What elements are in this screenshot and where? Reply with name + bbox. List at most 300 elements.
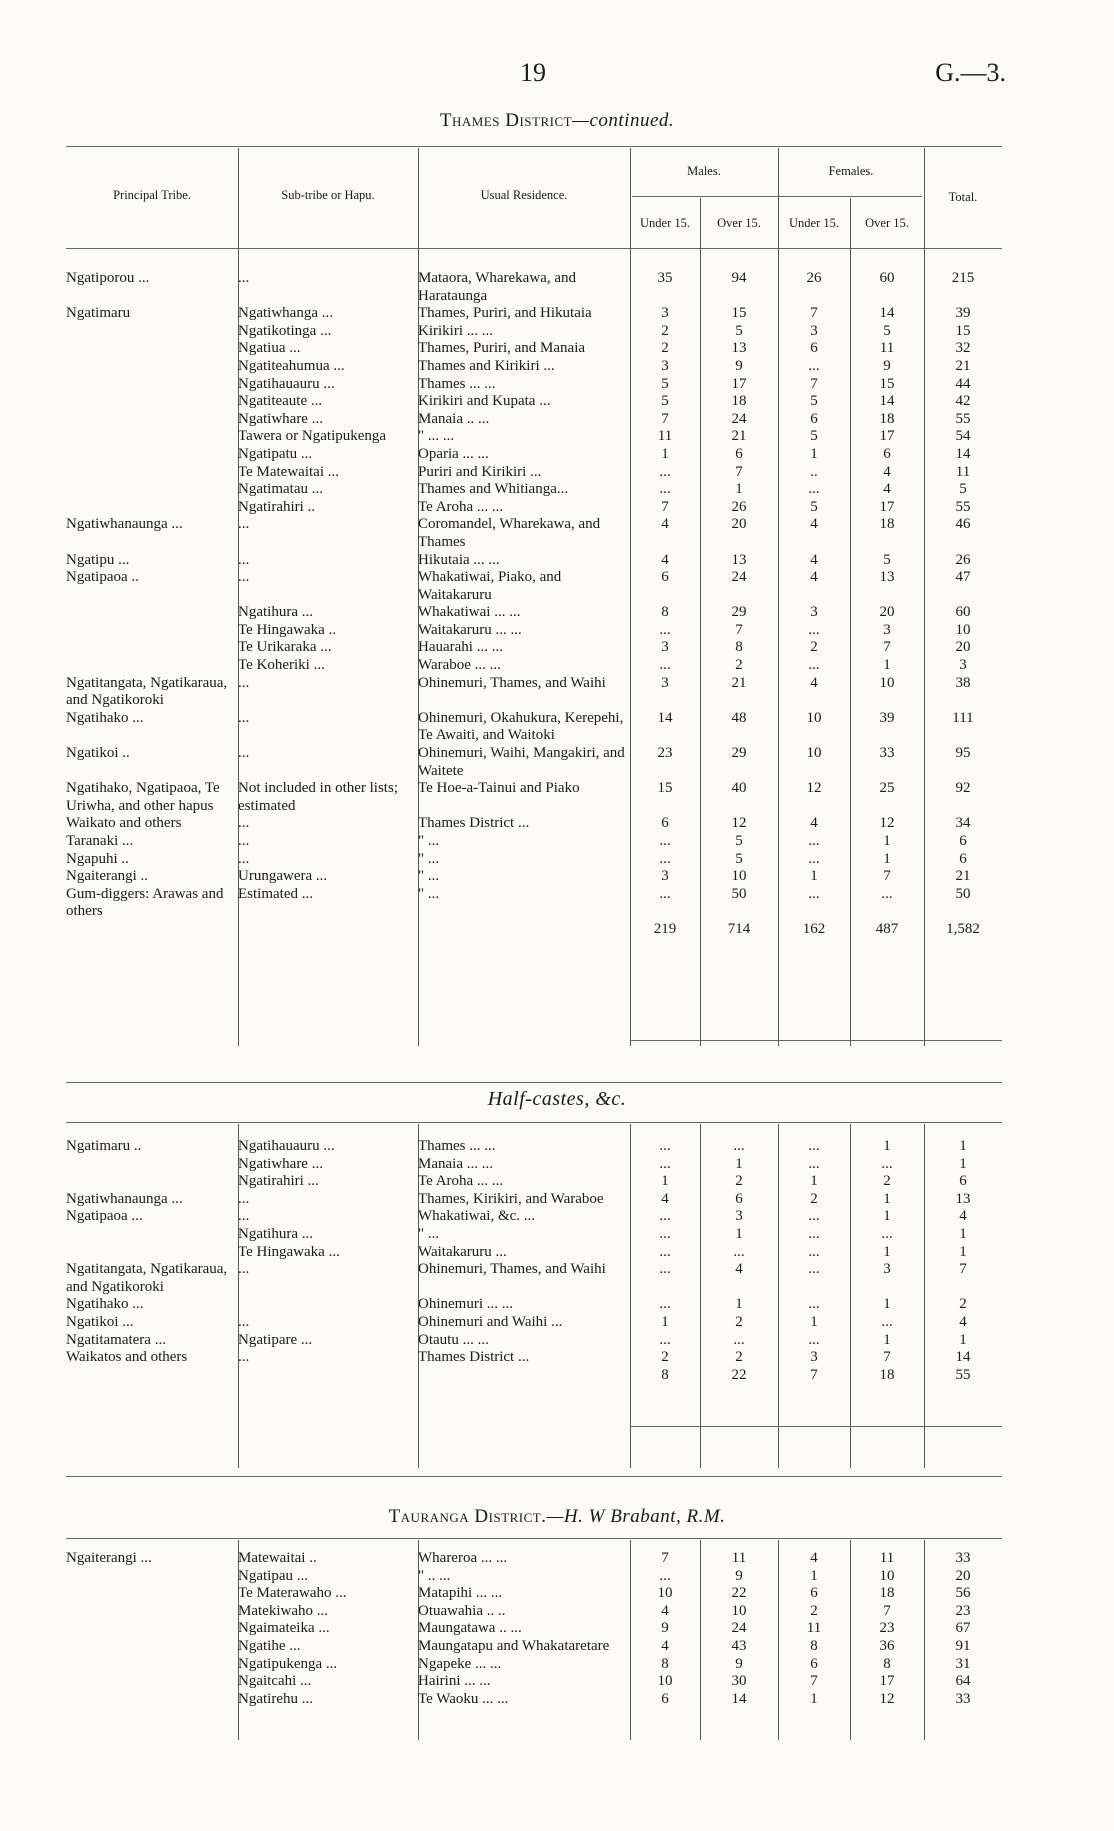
cell-mo: 1 [735, 481, 743, 498]
cell-sub: Ngatiwhanga ... [238, 305, 333, 322]
total-mu: 8 [661, 1366, 669, 1383]
table-row [66, 1261, 1002, 1296]
cell-mo: 5 [735, 833, 743, 849]
cell-sub: ... [238, 850, 250, 867]
table-row [66, 675, 1002, 710]
cell-t: 60 [955, 604, 971, 621]
cell-fo: ... [881, 1155, 893, 1172]
table-row [66, 1314, 1002, 1332]
cell-fu: 10 [806, 709, 822, 726]
table-row [66, 1191, 1002, 1209]
cell-sub: ... [238, 745, 250, 762]
tauranga-top-rule [66, 1476, 1002, 1477]
cell-mo: 11 [731, 1550, 747, 1566]
cell-mo: 26 [731, 498, 747, 515]
tauranga-title-rm: —H. W Brabant, R.M. [546, 1506, 726, 1527]
cell-res: Thames ... ... [418, 1138, 496, 1154]
cell-mo: 15 [731, 305, 747, 322]
cell-mu: 1 [661, 445, 669, 462]
cell-t: 7 [959, 1261, 967, 1278]
cell-fu: ... [808, 833, 820, 849]
cell-fo: 9 [883, 357, 891, 374]
cell-mu: ... [659, 657, 671, 674]
cell-fo: 7 [883, 1602, 891, 1619]
cell-mo: 6 [735, 445, 743, 462]
table-row [66, 376, 1002, 394]
halfcaste-top-rule [66, 1082, 1002, 1083]
cell-fu: 12 [806, 780, 822, 797]
cell-res: Waraboe ... ... [418, 657, 501, 674]
table-row [66, 516, 1002, 551]
cell-sub: Te Koheriki ... [238, 657, 325, 674]
cell-tribe: Ngatitamatera ... [66, 1331, 166, 1348]
cell-fo: 13 [879, 569, 895, 586]
cell-mu: ... [659, 1208, 671, 1225]
cell-sub: ... [238, 551, 250, 568]
cell-mo: 94 [731, 270, 747, 286]
cell-t: 21 [955, 868, 971, 885]
tauranga-title-main: Tauranga District. [388, 1506, 547, 1527]
cell-sub: Te Urikaraka ... [238, 639, 332, 656]
cell-mo: 1 [735, 1296, 743, 1313]
cell-fo: 20 [879, 604, 895, 621]
cell-fo: 14 [879, 393, 895, 410]
cell-sub: Ngatihura ... [238, 1225, 313, 1242]
cell-tribe: Ngatipaoa ... [66, 1208, 143, 1225]
cell-t: 4 [959, 1313, 967, 1330]
cell-t: 26 [955, 551, 971, 568]
totals-row [66, 1367, 1002, 1385]
cell-fu: 4 [810, 551, 818, 568]
table-row [66, 1156, 1002, 1174]
cell-mu: 3 [661, 674, 669, 691]
cell-mo: 7 [735, 621, 743, 638]
cell-t: 5 [959, 481, 967, 498]
empty-cell [238, 921, 418, 939]
cell-fu: 3 [810, 322, 818, 339]
cell-tribe: Gum-diggers: Arawas and others [66, 885, 224, 920]
cell-mu: 15 [657, 780, 673, 797]
cell-sub: Ngatiua ... [238, 340, 301, 357]
cell-mu: ... [659, 1138, 671, 1154]
cell-fo: ... [881, 1225, 893, 1242]
cell-res: Coromandel, Wharekawa, and Thames [418, 516, 601, 550]
cell-fu: 2 [810, 1190, 818, 1207]
cell-mo: 12 [731, 815, 747, 832]
table-row [66, 780, 1002, 815]
table-row [66, 499, 1002, 517]
cell-res: Ohinemuri, Thames, and Waihi [418, 1261, 606, 1278]
cell-fo: 17 [879, 428, 895, 445]
cell-fu: 1 [810, 1313, 818, 1330]
table-row [66, 1638, 1002, 1656]
col-header-residence: Usual Residence. [480, 188, 568, 202]
total-t: 55 [955, 1366, 971, 1383]
col-header-subtribe: Sub-tribe or Hapu. [281, 188, 375, 202]
cell-fu: 5 [810, 393, 818, 410]
cell-sub: ... [238, 569, 250, 586]
cell-t: 95 [955, 745, 971, 762]
cell-fu: ... [808, 1261, 820, 1278]
cell-fo: 1 [883, 833, 891, 849]
cell-tribe [66, 622, 238, 640]
cell-tribe [66, 428, 238, 446]
cell-sub: ... [238, 1261, 250, 1278]
cell-sub: Estimated ... [238, 885, 313, 902]
table-row [66, 393, 1002, 411]
cell-mu: 3 [661, 639, 669, 656]
cell-fu: ... [808, 1225, 820, 1242]
cell-tribe: Ngatihako, Ngatipaoa, Te Uriwha, and other hapus [66, 780, 220, 814]
cell-mo: 13 [731, 551, 747, 568]
table-row [66, 622, 1002, 640]
thames-table [66, 270, 1002, 939]
cell-sub: ... [238, 516, 250, 533]
table-row [66, 481, 1002, 499]
empty-cell [238, 1367, 418, 1385]
cell-res: Te Aroha ... ... [418, 498, 504, 515]
cell-mu: 1 [661, 1173, 669, 1190]
cell-res: Otautu ... ... [418, 1331, 489, 1348]
cell-mo: 2 [735, 1349, 743, 1366]
cell-fo: 15 [879, 375, 895, 392]
cell-tribe [66, 1620, 238, 1638]
cell-mu: ... [659, 621, 671, 638]
cell-t: 14 [955, 1349, 971, 1366]
cell-sub: Ngatipau ... [238, 1567, 308, 1584]
cell-t: 56 [955, 1585, 971, 1602]
cell-mo: 24 [731, 410, 747, 427]
cell-mo: ... [733, 1331, 745, 1348]
table-row [66, 1244, 1002, 1262]
cell-res: Kirikiri ... ... [418, 322, 493, 339]
cell-res: Te Hoe-a-Tainui and Piako [418, 780, 580, 797]
cell-sub: Ngatipare ... [238, 1331, 313, 1348]
cell-fo: 8 [883, 1655, 891, 1672]
cell-fu: ... [808, 621, 820, 638]
cell-sub: Ngaitcahi ... [238, 1673, 312, 1690]
cell-t: 6 [959, 850, 967, 867]
cell-tribe: Ngatipaoa .. [66, 569, 139, 586]
cell-fu: 1 [810, 445, 818, 462]
cell-res: Thames ... ... [418, 375, 496, 392]
cell-t: 1 [959, 1331, 967, 1348]
cell-mu: ... [659, 1225, 671, 1242]
thames-table-body [66, 270, 1002, 939]
cell-tribe: Ngaiterangi ... [66, 1550, 152, 1566]
cell-res: Thames and Kirikiri ... [418, 357, 555, 374]
table-row [66, 1585, 1002, 1603]
tauranga-title [0, 1506, 1114, 1528]
cell-mo: 3 [735, 1208, 743, 1225]
cell-res: " ... [418, 833, 440, 849]
cell-mu: 6 [661, 1690, 669, 1707]
thames-total-rule [630, 1040, 1002, 1041]
cell-fu: 7 [810, 375, 818, 392]
cell-mo: 6 [735, 1190, 743, 1207]
cell-fo: 39 [879, 709, 895, 726]
cell-fo: 5 [883, 551, 891, 568]
cell-mu: ... [659, 1155, 671, 1172]
tauranga-table [66, 1550, 1002, 1708]
table-row [66, 1349, 1002, 1367]
cell-mu: ... [659, 1331, 671, 1348]
cell-fu: ... [808, 357, 820, 374]
cell-fo: 5 [883, 322, 891, 339]
table-row [66, 569, 1002, 604]
halfcaste-total-rule [630, 1426, 1002, 1427]
cell-sub: ... [238, 674, 250, 691]
cell-mu: 8 [661, 604, 669, 621]
cell-sub: Te Matewaitai ... [238, 463, 339, 480]
cell-res: Hauarahi ... ... [418, 639, 503, 656]
cell-tribe [66, 358, 238, 376]
cell-mu: 5 [661, 393, 669, 410]
table-row [66, 868, 1002, 886]
cell-fu: 2 [810, 639, 818, 656]
cell-mu: 3 [661, 357, 669, 374]
cell-mo: 50 [731, 885, 747, 902]
cell-fu: 7 [810, 305, 818, 322]
cell-mo: 2 [735, 1173, 743, 1190]
cell-sub: Ngatirahiri ... [238, 1173, 319, 1190]
table-row [66, 358, 1002, 376]
cell-res: Ohinemuri and Waihi ... [418, 1313, 563, 1330]
cell-sub: ... [238, 815, 250, 832]
cell-t: 64 [955, 1673, 971, 1690]
cell-fu: 3 [810, 604, 818, 621]
cell-fo: 18 [879, 1585, 895, 1602]
cell-fu: 1 [810, 1567, 818, 1584]
cell-tribe [66, 639, 238, 657]
cell-res: " ... [418, 885, 440, 902]
cell-t: 13 [955, 1190, 971, 1207]
cell-fo: 1 [883, 850, 891, 867]
cell-sub: Ngatihauauru ... [238, 375, 335, 392]
cell-mu: 4 [661, 1602, 669, 1619]
cell-fu: ... [808, 850, 820, 867]
cell-sub: Ngatipatu ... [238, 445, 313, 462]
cell-sub: ... [238, 270, 250, 286]
table-row [66, 1620, 1002, 1638]
cell-tribe [66, 481, 238, 499]
cell-fo: 4 [883, 463, 891, 480]
cell-mu: 4 [661, 1637, 669, 1654]
cell-mu: 6 [661, 569, 669, 586]
cell-fo: 1 [883, 1296, 891, 1313]
cell-tribe [66, 1638, 238, 1656]
cell-t: 33 [955, 1550, 971, 1566]
cell-t: 23 [955, 1602, 971, 1619]
cell-mu: ... [659, 481, 671, 498]
cell-sub: ... [238, 1349, 250, 1366]
cell-mo: 29 [731, 745, 747, 762]
table-row [66, 604, 1002, 622]
cell-sub: Ngatiteaute ... [238, 393, 323, 410]
total-fo: 18 [879, 1366, 895, 1383]
cell-res: Ngapeke ... ... [418, 1655, 502, 1672]
totals-row [66, 921, 1002, 939]
table-row [66, 552, 1002, 570]
cell-sub: Matekiwaho ... [238, 1602, 328, 1619]
cell-sub: ... [238, 1208, 250, 1225]
cell-mu: 2 [661, 1349, 669, 1366]
cell-fo: 12 [879, 1690, 895, 1707]
cell-res: Thames District ... [418, 815, 530, 832]
cell-res: " ... [418, 850, 440, 867]
cell-fu: ... [808, 481, 820, 498]
header-top-rule [66, 146, 1002, 147]
cell-t: 55 [955, 498, 971, 515]
cell-mu: ... [659, 1296, 671, 1313]
cell-mo: 2 [735, 1313, 743, 1330]
cell-fu: ... [808, 1331, 820, 1348]
cell-t: 6 [959, 833, 967, 849]
cell-fo: 25 [879, 780, 895, 797]
cell-t: 50 [955, 885, 971, 902]
cell-sub: Ngatikotinga ... [238, 322, 332, 339]
cell-mo: 4 [735, 1261, 743, 1278]
cell-fu: 4 [810, 674, 818, 691]
cell-tribe: Ngaiterangi .. [66, 868, 149, 885]
cell-tribe: Ngatitangata, Ngatikaraua, and Ngatikoroki [66, 674, 228, 709]
cell-tribe [66, 1568, 238, 1586]
cell-t: 20 [955, 1567, 971, 1584]
cell-fu: 3 [810, 1349, 818, 1366]
cell-mo: 40 [731, 780, 747, 797]
total-t: 1,582 [946, 920, 980, 937]
cell-tribe: Waikatos and others [66, 1349, 188, 1366]
cell-sub: Ngatimatau ... [238, 481, 323, 498]
cell-t: 44 [955, 375, 971, 392]
cell-tribe: Ngatiwhanaunga ... [66, 1190, 183, 1207]
cell-t: 1 [959, 1138, 967, 1154]
cell-sub: Ngatihauauru ... [238, 1138, 335, 1154]
cell-mo: 17 [731, 375, 747, 392]
cell-fo: 33 [879, 745, 895, 762]
col-header-females: Females. [828, 164, 874, 178]
cell-sub: Ngatiteahumua ... [238, 357, 345, 374]
cell-fo: 2 [883, 1173, 891, 1190]
cell-fo: 14 [879, 305, 895, 322]
col-header-total: Total. [948, 190, 978, 204]
cell-tribe: Ngatihako ... [66, 1296, 144, 1313]
table-row [66, 1656, 1002, 1674]
cell-mo: 5 [735, 322, 743, 339]
cell-res: Whakatiwai ... ... [418, 604, 521, 621]
table-row [66, 1568, 1002, 1586]
cell-tribe: Waikato and others [66, 815, 182, 832]
cell-res: Whakatiwai, Piako, and Waitakaruru [418, 569, 562, 603]
cell-mo: 9 [735, 1655, 743, 1672]
cell-sub: ... [238, 709, 250, 726]
cell-fo: 11 [879, 1550, 895, 1566]
cell-fu: 6 [810, 340, 818, 357]
col-header-females-over15: Over 15. [865, 216, 909, 230]
cell-sub: Urungawera ... [238, 868, 328, 885]
cell-mo: 1 [735, 1155, 743, 1172]
cell-fu: 7 [810, 1673, 818, 1690]
cell-res: Oparia ... ... [418, 445, 489, 462]
cell-t: 32 [955, 340, 971, 357]
cell-sub: Te Materawaho ... [238, 1585, 347, 1602]
cell-sub: Ngatihura ... [238, 604, 313, 621]
halfcaste-title [0, 1088, 1114, 1111]
cell-tribe [66, 1585, 238, 1603]
halfcaste-header-rule [66, 1122, 1002, 1123]
table-row [66, 305, 1002, 323]
cell-fo: 11 [879, 340, 895, 357]
cell-res: Otuawahia .. .. [418, 1602, 506, 1619]
total-fu: 7 [810, 1366, 818, 1383]
cell-tribe [66, 1156, 238, 1174]
cell-tribe: Ngatitangata, Ngatikaraua, and Ngatikoroki [66, 1261, 228, 1295]
cell-mu: 4 [661, 516, 669, 533]
cell-tribe [66, 604, 238, 622]
cell-mu: 3 [661, 305, 669, 322]
cell-t: 11 [955, 463, 971, 480]
cell-t: 21 [955, 357, 971, 374]
cell-fo: 10 [879, 1567, 895, 1584]
cell-mu: 23 [657, 745, 673, 762]
cell-tribe [66, 1673, 238, 1691]
table-row [66, 815, 1002, 833]
cell-res: " ... [418, 1225, 440, 1242]
header-bottom-rule [66, 248, 1002, 249]
col-header-males: Males. [687, 164, 721, 178]
cell-fu: 4 [810, 569, 818, 586]
cell-fu: 6 [810, 1655, 818, 1672]
table-row [66, 340, 1002, 358]
cell-mu: 7 [661, 410, 669, 427]
cell-fu: 4 [810, 1550, 818, 1566]
empty-cell [418, 1367, 630, 1385]
cell-sub [238, 1296, 418, 1314]
cell-fo: 6 [883, 445, 891, 462]
cell-fu: 1 [810, 1690, 818, 1707]
cell-t: 46 [955, 516, 971, 533]
cell-mu: 35 [657, 270, 673, 286]
cell-fu: ... [808, 1243, 820, 1260]
cell-mu: 10 [657, 1585, 673, 1602]
cell-mu: 4 [661, 551, 669, 568]
cell-fo: 17 [879, 1673, 895, 1690]
cell-tribe [66, 1244, 238, 1262]
cell-fu: 6 [810, 410, 818, 427]
table-row [66, 1226, 1002, 1244]
cell-tribe: Taranaki ... [66, 833, 134, 849]
page-number: 19 [520, 58, 546, 87]
cell-fu: ... [808, 1138, 820, 1154]
cell-sub: Ngatiwhare ... [238, 410, 323, 427]
cell-t: 42 [955, 393, 971, 410]
cell-fo: 3 [883, 621, 891, 638]
table-row [66, 1208, 1002, 1226]
tauranga-header-rule [66, 1538, 1002, 1539]
cell-fu: 2 [810, 1602, 818, 1619]
cell-t: 31 [955, 1655, 971, 1672]
cell-sub: Tawera or Ngatipukenga [238, 428, 387, 445]
table-row [66, 1138, 1002, 1156]
cell-mo: 29 [731, 604, 747, 621]
cell-t: 15 [955, 322, 971, 339]
cell-t: 38 [955, 674, 971, 691]
cell-res: Manaia ... ... [418, 1155, 493, 1172]
cell-t: 67 [955, 1620, 971, 1637]
cell-tribe [66, 499, 238, 517]
cell-mo: 21 [731, 674, 747, 691]
cell-mu: 6 [661, 815, 669, 832]
